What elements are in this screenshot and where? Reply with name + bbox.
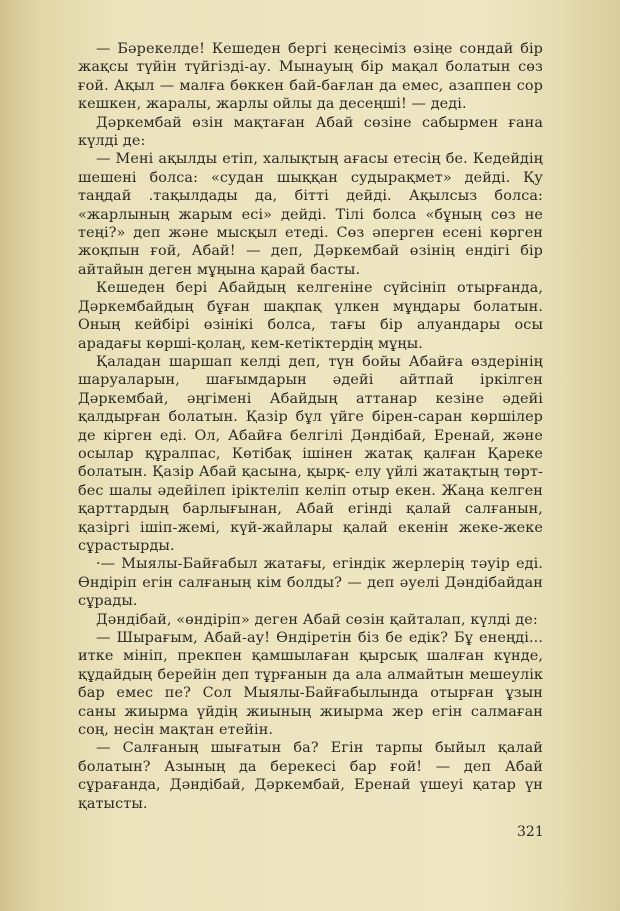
paragraph: — Бәрекелде! Кешеден бергі кеңесіміз өзіңе сондай бір жақсы түйін түйгізді-ау. Мынауың бір мақал болатын сөз ғой. Ақыл — малға бөккен бай-бағлан да емес, азаппен сор кешкен, жаралы, жарлы ойлы да десеңші! — деді. — [78, 41, 543, 113]
paragraph: — Мені ақылды етіп, халықтың ағасы етесің бе. Кедейдің шешені болса: «судан шыққан судырақмет» дейді. Қу таңдай .тақылдады да, бітті дейді. Ақылсыз болса: «жарлының жарым есі» дейді. Тілі болса «бұның сөз не теңі?» деп және мысқыл етеді. Сөз әперген есені көрген жоқпын ғой, Абай! — деп, Дәркембай өзінің ендігі бір айтайын деген мұңына қарай басты. — [78, 151, 543, 278]
paragraph: Қаладан шаршап келді деп, түн бойы Абайға өздерінің шаруаларын, шағымдарын әдейі айтпай іркілген Дәркембай, әңгімені Абайдың аттанар кезіне әдейі қалдырған болатын. Қазір бұл үйге бірен-саран көршілер де кірген еді. Ол, Абайға белгілі Дәндібай, Еренай, және осылар құралпас, Көтібақ ішінен жатақ қалған Қареке болатын. Қазір Абай қасына, қырқ- елу үйлі жатақтың төрт-бес шалы әдейілеп іріктеліп келіп отыр екен. Жаңа келген қарттардың барлығынан, Абай егінді қалай салғанын, қазіргі ішіп-жемі, күй-жайлары қалай екенін жеке-жеке сұрастырды. — [78, 353, 543, 554]
paragraph: ·— Мыялы-Байғабыл жатағы, егіндік жерлерің тәуір еді. Өндіріп егін салғаның кім болды? — деп әуелі Дәндібайдан сұрады. — [78, 556, 543, 610]
paragraph: — Салғаның шығатын ба? Егін тарпы быйыл қалай болатын? Азының да берекесі бар ғой! — деп Абай сұрағанда, Дәндібай, Дәркембай, Еренай үшеуі қатар үн қатысты. — [78, 740, 543, 812]
paragraph: — Шырағым, Абай-ау! Өндіретін біз бе едік? Бұ енеңді... иткe мініп, прекпен қамшылаған қырсық шалған күнде, құдайдың берейін деп тұрғанын да ала алмайтын мешеулік бар емес пе? Сол Мыялы-Байғабылында отырған ұзын саны жиырма үйдің жиының жиырма жер егін салмаған соң, несін мақтан етейін. — [78, 630, 543, 739]
page-body-text — [78, 40, 543, 813]
page-number: 321 — [517, 824, 544, 840]
paragraph: Дәндібай, «өндіріп» деген Абай сөзін қайталап, күлді де: — [96, 611, 538, 628]
paragraph: Кешеден бері Абайдың келгеніне сүйсініп отырғанда, Дәркембайдың бұған шақпақ үлкен мұңдары болатын. Оның кейбірі өзінікі болса, тағы бір алуандары осы арадағы көрші-қолаң, кем-кетіктердің мұңы. — [78, 280, 543, 352]
paragraph: Дәркембай өзін мақтаған Абай сөзіне сабырмен ғана күлді де: — [78, 114, 543, 150]
